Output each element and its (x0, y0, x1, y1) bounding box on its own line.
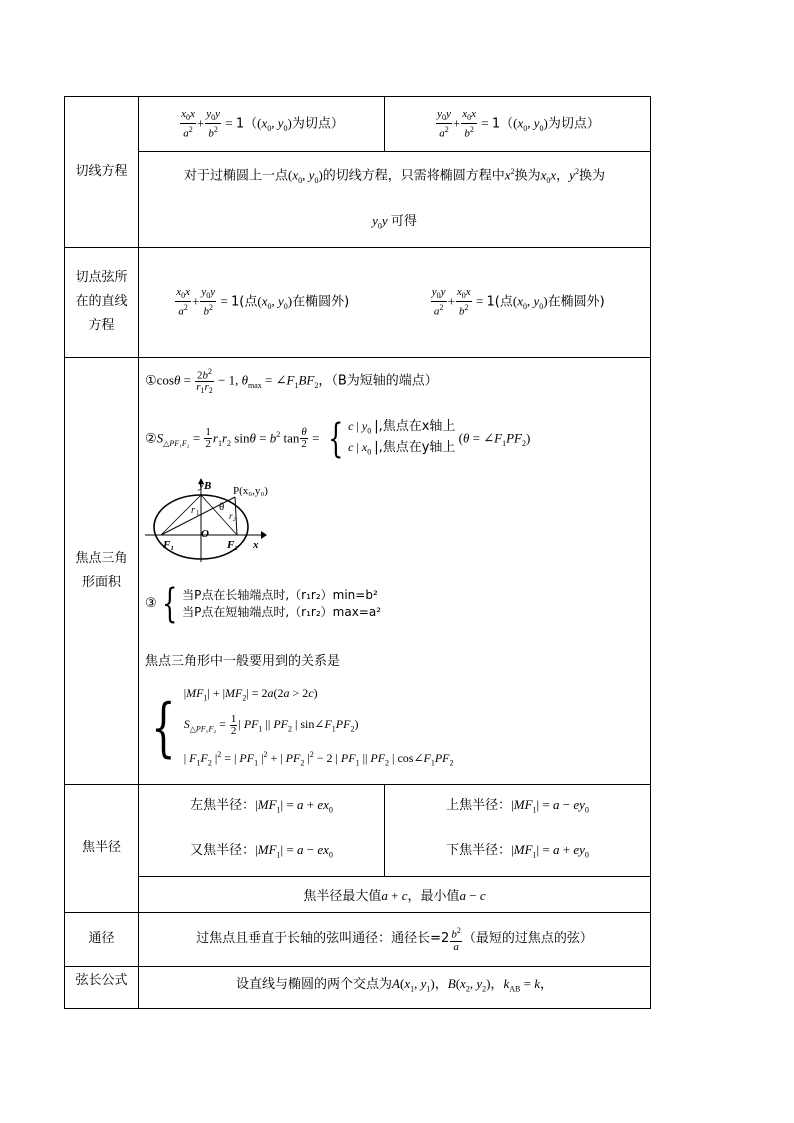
case-text: |,焦点在y轴上 (374, 439, 456, 455)
chord-left-tail2: 在椭圆外) (292, 294, 350, 309)
summary-text: 焦半径最大值 (303, 888, 382, 904)
svg-text:y: y (199, 478, 204, 491)
note-part: 换为 (514, 168, 541, 184)
latus-text: 过焦点且垂直于长轴的弦叫通径：通径长=2 (196, 931, 450, 947)
row-label-tangent (65, 97, 139, 248)
row-label-focal-radius (65, 784, 139, 912)
label-text: 弦长公式 (75, 972, 128, 988)
summary-text: ，最小值 (407, 888, 460, 904)
formula-table (64, 96, 651, 1009)
chord-right-tail: 1(点 (486, 294, 513, 309)
label-text: 切线方程 (75, 163, 128, 179)
note-part: 换为 (578, 168, 605, 184)
case-text: 当P点在长轴端点时,（r₁r₂）min=b² (182, 587, 378, 602)
radius-label: 下焦半径： (446, 843, 512, 859)
latus-text: （最短的过焦点的弦） (462, 931, 593, 947)
svg-text:x: x (253, 538, 259, 551)
note-part: 的切线方程，只需将椭圆方程中 (322, 168, 505, 184)
focal-triangle-content (139, 357, 651, 784)
chord-length-text: ， (539, 976, 553, 992)
ellipse-diagram (143, 476, 273, 566)
chord-length-content: 设直线与椭圆的两个交点为$A(x_1$, $y_1$)，$B(x_2$, $y_2$)，$k_{AB} = k$， (139, 966, 651, 1008)
tangent-formula-right: $\frac{y_0y}{a^2}$ + $\frac{x_0x}{b^2}$ = $1((x_0$, $y_0$)为切点） (385, 97, 651, 152)
row-label-focal-triangle (65, 357, 139, 784)
focal-item-3: ③ { 当P点在长轴端点时,（r₁r₂）min=b² 当P点在短轴端点时,（r₁r₂）max=a² (145, 580, 382, 627)
label-text: 方程 (88, 318, 115, 334)
chord-left-tail: 1(点 (231, 294, 258, 309)
tangent-note: 对于过椭圆上一点($x_0$, $y_0$)的切线方程，只需将椭圆方程中$x^2$换为$x_0x$，$y^2$换为 $y_0y$ 可得 (139, 152, 651, 248)
svg-text:r₂: r₂ (229, 510, 236, 521)
focal-radius-summary: 焦半径最大值a + c，最小值a − c (139, 876, 651, 912)
chord-formula-left: $\frac{x_0x}{a^2}$ + $\frac{y_0y}{b^2}$ = 1(点($x_0$, $y_0$)在椭圆外) (139, 247, 385, 357)
label-text: 切点弦所 (75, 270, 128, 286)
tangent-left-tail: 1（ (235, 115, 258, 131)
chord-formula-right: $\frac{y_0y}{a^2}$ + $\frac{x_0x}{b^2}$ = 1(点($x_0$, $y_0$)在椭圆外) (385, 247, 651, 357)
svg-text:O: O (201, 527, 209, 540)
latus-content: 过焦点且垂直于长轴的弦叫通径：通径长=2 $\frac{b^2}{a}$ （最短的过焦点的弦） (139, 912, 651, 966)
tangent-left-tail2: 为切点） (291, 115, 344, 131)
svg-text:r: r (191, 504, 195, 516)
focal-radius-left: 左焦半径：$|MF_1| = a + ex_0$ 又焦半径：$|MF_1| = a - ex_0$ (139, 784, 385, 876)
tangent-right-tail2: 为切点） (547, 115, 600, 131)
note-part: 对于过椭圆上一点 (184, 168, 289, 184)
item1-note: ，（B为短轴的端点） (318, 372, 438, 388)
row-label-chord-length (65, 966, 139, 1008)
svg-text:1: 1 (196, 508, 200, 517)
note-part: ， (556, 168, 570, 184)
row-label-latus (65, 912, 139, 966)
radius-label: 上焦半径： (446, 797, 512, 813)
note-part: 可得 (390, 213, 417, 229)
chord-length-text: 设直线与椭圆的两个交点为 (236, 976, 393, 992)
svg-text:F₂: F₂ (227, 538, 239, 551)
svg-text:θ: θ (219, 500, 225, 513)
chord-right-tail2: 在椭圆外) (547, 294, 605, 309)
svg-text:F₁: F₁ (163, 538, 175, 551)
label-text: 焦半径 (81, 840, 121, 856)
relations-system: { $|MF_1| + |MF_2| = 2a(2a > 2c)$ $S_{\triangle PF_1F_2}$ = $\frac{1}{2}$ | $PF_1$ || $PF_2$ | $\sin\angle F_1PF_2$) | $F_1F_2$ $|^2$ = | $PF_1$ $|^2$ + | $PF_2$ $|^2 - 2$ | $PF_1$ || $PF_2$ | $\cos\angle F_1PF_2$ (151, 685, 454, 768)
focal-item-1: ①cosθ = $\frac{2b^2}{r_1r_2}$ − 1, $\theta_{max}$ = $\angle F_1BF_2$，（B为短轴的端点） (145, 366, 438, 396)
label-text: 形面积 (81, 574, 121, 590)
relations-title: 焦点三角形中一般要用到的关系是 (145, 653, 341, 669)
focal-radius-right: 上焦半径：$|MF_1| = a - ey_0$ 下焦半径：$|MF_1| = a + ey_0$ (385, 784, 651, 876)
case-text: 当P点在短轴端点时,（r₁r₂）max=a² (182, 604, 382, 619)
svg-text:B: B (204, 479, 212, 492)
diagram-point-label: P(x₀,y₀) (233, 484, 268, 497)
case-text: |,焦点在x轴上 (374, 418, 456, 434)
radius-label: 左焦半径： (190, 797, 256, 813)
row-label-chord (65, 247, 139, 357)
tangent-right-tail: 1（ (491, 115, 514, 131)
label-text: 焦点三角 (75, 550, 128, 566)
radius-label: 又焦半径： (190, 843, 256, 859)
tangent-formula-left: $\frac{x_0x}{a^2}$ + $\frac{y_0y}{b^2}$ = $1((x_0$, $y_0$)为切点） (139, 97, 385, 152)
label-text: 在的直线 (75, 294, 128, 310)
focal-item-2: $②S_{\triangle PF_1F_2}$ = $\frac{1}{2}$ $r_1r_2$ $\sin\theta = b^2$ tan $\frac{\theta}{2}$ = { c | $y_0$ |,焦点在x轴上 c | $x_0$ |,焦点在y轴上 $(\theta = \angle F_1PF_2)$ (145, 415, 531, 462)
label-text: 通径 (88, 931, 115, 947)
